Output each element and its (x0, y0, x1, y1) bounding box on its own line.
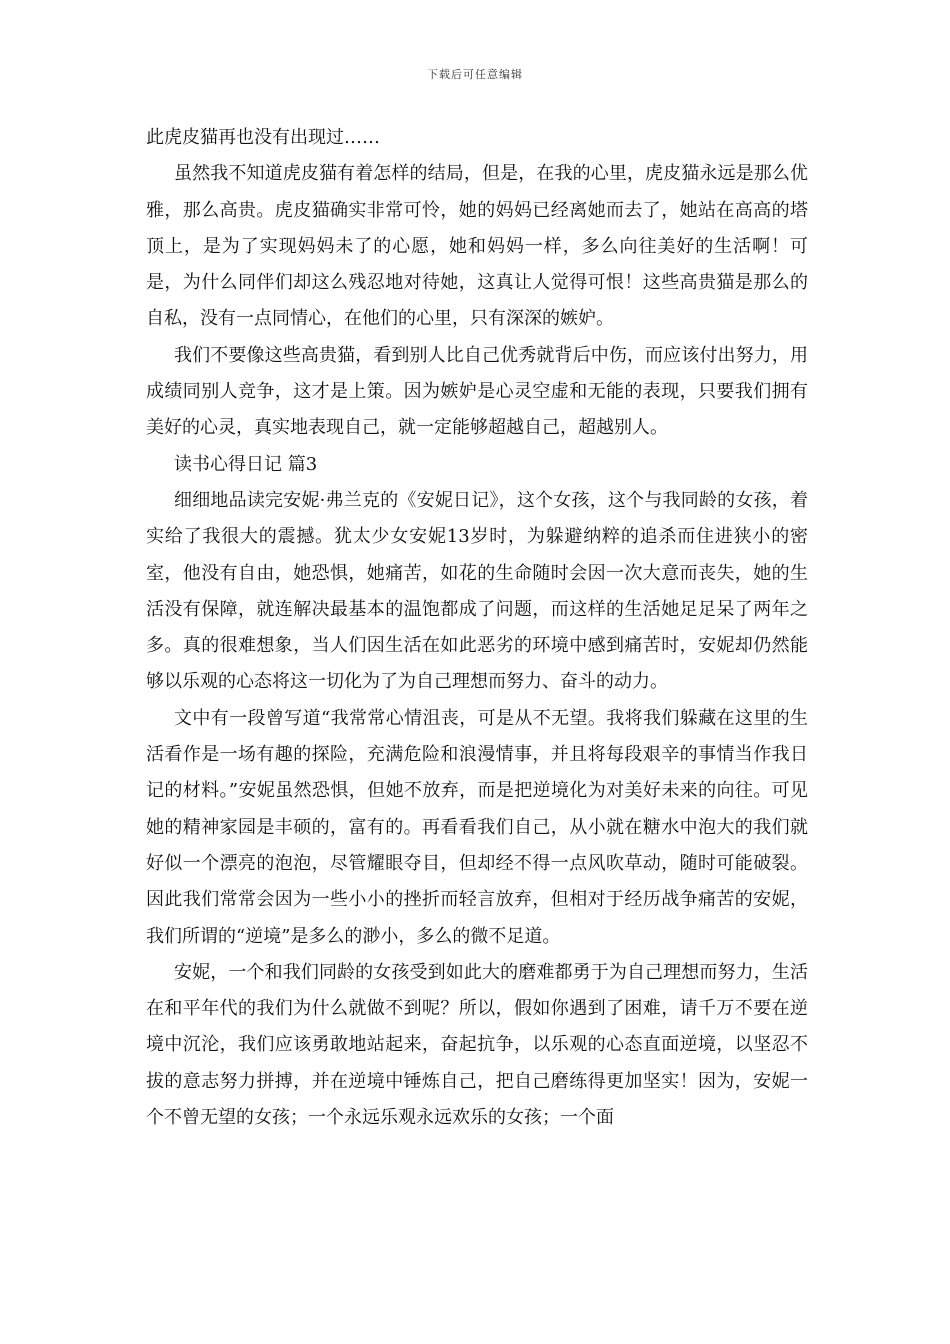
paragraph-5: 文中有一段曾写道“我常常心情沮丧，可是从不无望。我将我们躲藏在这里的生活看作是一场有趣的探险，充满危险和浪漫情事，并且将每段艰辛的事情当作我日记的材料。”安妮虽然恐惧，但她不放弃，而是把逆境化为对美好未来的向往。可见她的精神家园是丰硕的，富有的。再看看我们自己，从小就在糖水中泡大的我们就好似一个漂亮的泡泡，尽管耀眼夺目，但却经不得一点风吹草动，随时可能破裂。因此我们常常会因为一些小小的挫折而轻言放弃，但相对于经历战争痛苦的安妮，我们所谓的“逆境”是多么的渺小，多么的微不足道。 (146, 707, 808, 947)
paragraph-4: 细细地品读完安妮·弗兰克的《安妮日记》，这个女孩，这个与我同龄的女孩，着实给了我很大的震撼。犹太少女安妮13岁时，为躲避纳粹的追杀而住进狭小的密室，他没有自由，她恐惧，她痛苦，如花的生命随时会因一次大意而丧失，她的生活没有保障，就连解决最基本的温饱都成了问题，而这样的生活她足足呆了两年之多。真的很难想象，当人们因生活在如此恶劣的环境中感到痛苦时，安妮却仍然能够以乐观的心态将这一切化为了为自己理想而努力、奋斗的动力。 (146, 489, 808, 693)
document-body (146, 120, 808, 1136)
paragraph-3: 我们不要像这些高贵猫，看到别人比自己优秀就背后中伤，而应该付出努力，用成绩同别人竞争，这才是上策。因为嫉妒是心灵空虚和无能的表现，只要我们拥有美好的心灵，真实地表现自己，就一定能够超越自己，超越别人。 (146, 344, 808, 439)
paragraph-1: 此虎皮猫再也没有出现过…… (146, 127, 380, 148)
paragraph-6: 安妮，一个和我们同龄的女孩受到如此大的磨难都勇于为自己理想而努力，生活在和平年代的我们为什么就做不到呢？所以，假如你遇到了困难，请千万不要在逆境中沉沦，我们应该勇敢地站起来，奋起抗争，以乐观的心态直面逆境，以坚忍不拔的意志努力拼搏，并在逆境中锤炼自己，把自己磨练得更加坚实！因为，安妮一个不曾无望的女孩；一个永远乐观永远欢乐的女孩；一个面 (146, 961, 808, 1129)
paragraph-2: 虽然我不知道虎皮猫有着怎样的结局，但是，在我的心里，虎皮猫永远是那么优雅，那么高贵。虎皮猫确实非常可怜，她的妈妈已经离她而去了，她站在高高的塔顶上，是为了实现妈妈未了的心愿，她和妈妈一样，多么向往美好的生活啊！可是，为什么同伴们却这么残忍地对待她，这真让人觉得可恨！这些高贵猫是那么的自私，没有一点同情心，在他们的心里，只有深深的嫉妒。 (146, 163, 808, 330)
section-heading: 读书心得日记 篇3 (174, 453, 318, 475)
page-header-note: 下载后可任意编辑 (427, 68, 523, 81)
